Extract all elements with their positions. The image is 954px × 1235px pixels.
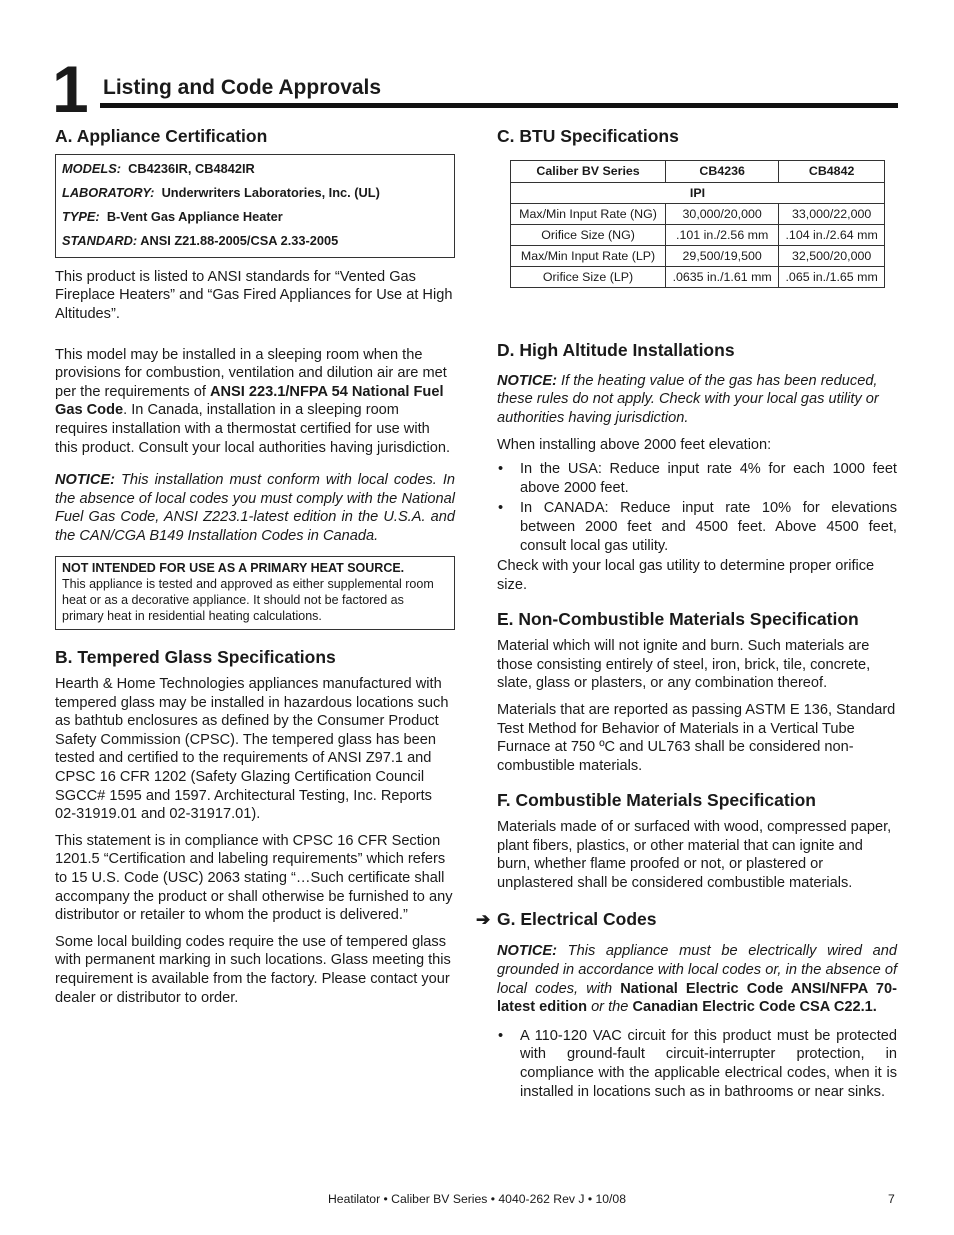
chapter-title: Listing and Code Approvals — [103, 76, 382, 99]
section-a-paragraph-1: This product is listed to ANSI standards for “Vented Gas Fireplace Heaters” and “Gas Fired Appliances for Use at High Altitudes”. — [55, 268, 453, 323]
section-e-heading: E. Non-Combustible Materials Specification — [497, 609, 859, 630]
section-e-paragraph-1: Material which will not ignite and burn. Such materials are those consisting entirely of steel, iron, brick, tile, concrete, slate, glass or plasters, or any combination thereof. — [497, 638, 871, 692]
section-b-heading: B. Tempered Glass Specifications — [55, 647, 336, 668]
section-b-paragraph-2: This statement is in compliance with CPSC 16 CFR Section 1201.5 “Certification and labeling requirements” which refers to 15 U.S. Code (USC) 2063 stating “…Such certificate shall accompany the product or shall otherwise be furnished to any distributor or retailer to whom the product is delivered.” — [55, 832, 453, 924]
section-d-heading: D. High Altitude Installations — [497, 339, 735, 360]
arrow-right-icon: ➔ — [476, 909, 491, 929]
cert-row-type — [62, 205, 448, 229]
notice-label: NOTICE: — [497, 372, 557, 389]
cert-row-standard — [62, 229, 448, 253]
table-subheader-cell: IPI — [511, 182, 885, 203]
section-e-paragraph-2: Materials that are reported as passing ASTM E 136, Standard Test Method for Behavior of Materials in a Vertical Tube Furnace at 750 ºC and UL763 shall be considered non-combustible materials. — [497, 701, 896, 774]
cert-label: MODELS: — [62, 160, 122, 176]
warning-text: This appliance is tested and approved as either supplemental room heat or as a decorative appliance. It should not be factored as primary heat in residential heating calculations. — [62, 576, 434, 623]
table-cell: Orifice Size (LP) — [511, 266, 666, 287]
table-cell: .065 in./1.65 mm — [779, 266, 885, 287]
table-cell: Max/Min Input Rate (LP) — [511, 245, 666, 266]
para-text: . In Canada, installation in a sleeping room requires installation with a thermostat certified for use with this product. Consult your local authorities having jurisdiction. — [55, 402, 451, 456]
section-b-paragraph-1: Hearth & Home Technologies appliances manufactured with tempered glass may be installed in hazardous locations such as bathtub enclosures as defined by the Consumer Product Safety Commission (CPSC). The tempered glass has been tested and certified to the requirements of ANSI Z97.1 and CPSC 16 CFR 1202 (Safety Glazing Certification Council SGCC# 1595 and 1597. Architectural Testing, Inc. Reports 02-31919.01 and 02-31917.01). — [55, 676, 449, 823]
table-cell: 29,500/19,500 — [666, 245, 779, 266]
para-bold: ANSI 223.1/NFPA 54 National Fuel Gas Code — [55, 383, 444, 419]
notice-label: NOTICE: — [497, 943, 557, 960]
table-header-cell: CB4236 — [666, 160, 779, 182]
footer-text: Heatilator • Caliber BV Series • 4040-262 Rev J • 10/08 — [327, 1192, 626, 1206]
table-header-row — [511, 160, 885, 182]
section-g-heading — [476, 908, 897, 931]
btu-table — [510, 160, 885, 288]
para-text: This model may be installed in a sleeping room when the provisions for combustion, ventilation and dilution air are met per the requirements of — [55, 346, 447, 400]
cert-label: LABORATORY: — [62, 184, 155, 200]
section-c-heading: C. BTU Specifications — [497, 126, 679, 146]
table-cell: Orifice Size (NG) — [511, 224, 666, 245]
table-header-cell: CB4842 — [779, 160, 885, 182]
table-header-cell: Caliber BV Series — [511, 160, 666, 182]
cert-value: ANSI Z21.88-2005/CSA 2.33-2005 — [140, 232, 339, 248]
table-row — [511, 245, 885, 266]
table-row — [511, 224, 885, 245]
cert-value: B-Vent Gas Appliance Heater — [106, 208, 283, 224]
list-item: • A 110-120 VAC circuit for this product must be protected with ground-fault circuit-interrupter protection, in compliance with the applicable electrical codes, when it is installed in locations such as in bathrooms or near sinks. — [497, 1027, 897, 1101]
notice-bold: National Electric Code ANSI/NFPA 70-latest edition — [497, 980, 897, 1016]
cert-row-laboratory — [62, 181, 448, 205]
notice-bold: Canadian Electric Code CSA C22.1. — [632, 999, 877, 1016]
notice-text: This appliance must be electrically wired and grounded in accordance with local codes or, in the absence of local codes, with — [497, 943, 897, 997]
table-cell: .104 in./2.64 mm — [779, 224, 885, 245]
cert-value: CB4236IR, CB4842IR — [128, 160, 255, 176]
section-d-notice — [497, 372, 897, 428]
table-row — [511, 266, 885, 287]
table-row — [511, 203, 885, 224]
table-cell: 30,000/20,000 — [666, 203, 779, 224]
section-g-title: G. Electrical Codes — [497, 908, 657, 929]
section-d-paragraph-2: Check with your local gas utility to determine proper orifice size. — [497, 558, 875, 593]
primary-heat-warning-box — [55, 556, 455, 631]
chapter-number: 1 — [52, 52, 87, 126]
table-cell: .0635 in./1.61 mm — [666, 266, 779, 287]
table-cell: Max/Min Input Rate (NG) — [511, 203, 666, 224]
list-item: • In the USA: Reduce input rate 4% for each 1000 feet above 2000 feet. — [497, 460, 897, 497]
section-f-paragraph-1: Materials made of or surfaced with wood, compressed paper, plant fibers, plastics, or other material that can ignite and burn, whether flame proofed or not, or plastered or unplastered shall be considered combustible materials. — [497, 819, 892, 891]
table-subheader-row — [511, 182, 885, 203]
cert-value: Underwriters Laboratories, Inc. (UL) — [161, 184, 380, 200]
section-a-notice — [55, 471, 455, 545]
notice-text: If the heating value of the gas has been reduced, these rules do not apply. Check with your local gas utility or authorities having jurisdiction. — [497, 372, 879, 426]
table-cell: 32,500/20,000 — [779, 245, 885, 266]
right-column — [476, 126, 897, 1103]
notice-label: NOTICE: — [55, 472, 115, 489]
chapter-rule — [100, 103, 898, 108]
section-f-heading: F. Combustible Materials Specification — [497, 790, 816, 811]
cert-label: TYPE: — [62, 208, 100, 224]
warning-heading: NOT INTENDED FOR USE AS A PRIMARY HEAT SOURCE. — [62, 560, 405, 575]
table-cell: 33,000/22,000 — [779, 203, 885, 224]
section-a-paragraph-2 — [55, 346, 455, 458]
list-item: • In CANADA: Reduce input rate 10% for elevations between 2000 feet and 4500 feet. Above 4500 feet, consult local gas utility. — [497, 499, 897, 555]
section-b-paragraph-3: Some local building codes require the use of tempered glass with permanent marking in such locations. Glass meeting this requirement is available from the factory. Please contact your dealer or distributor to order. — [55, 933, 451, 1006]
page-number: 7 — [888, 1192, 895, 1206]
notice-text: This installation must conform with local codes. In the absence of local codes you must comply with the National Fuel Gas Code, ANSI Z223.1-latest edition in the U.S.A. and the CAN/CGA B149 Installation Codes in Canada. — [55, 472, 455, 544]
cert-label: STANDARD: — [62, 232, 138, 248]
left-column — [55, 126, 455, 1007]
notice-text: or the — [587, 999, 633, 1016]
table-cell: .101 in./2.56 mm — [666, 224, 779, 245]
cert-row-models — [62, 157, 448, 181]
section-d-paragraph-1: When installing above 2000 feet elevation: — [497, 436, 772, 453]
certification-box — [55, 154, 455, 258]
section-g-notice — [497, 942, 897, 1016]
altitude-bullet-list — [497, 460, 897, 555]
electrical-bullet-list — [497, 1027, 897, 1101]
section-a-heading: A. Appliance Certification — [55, 126, 268, 146]
